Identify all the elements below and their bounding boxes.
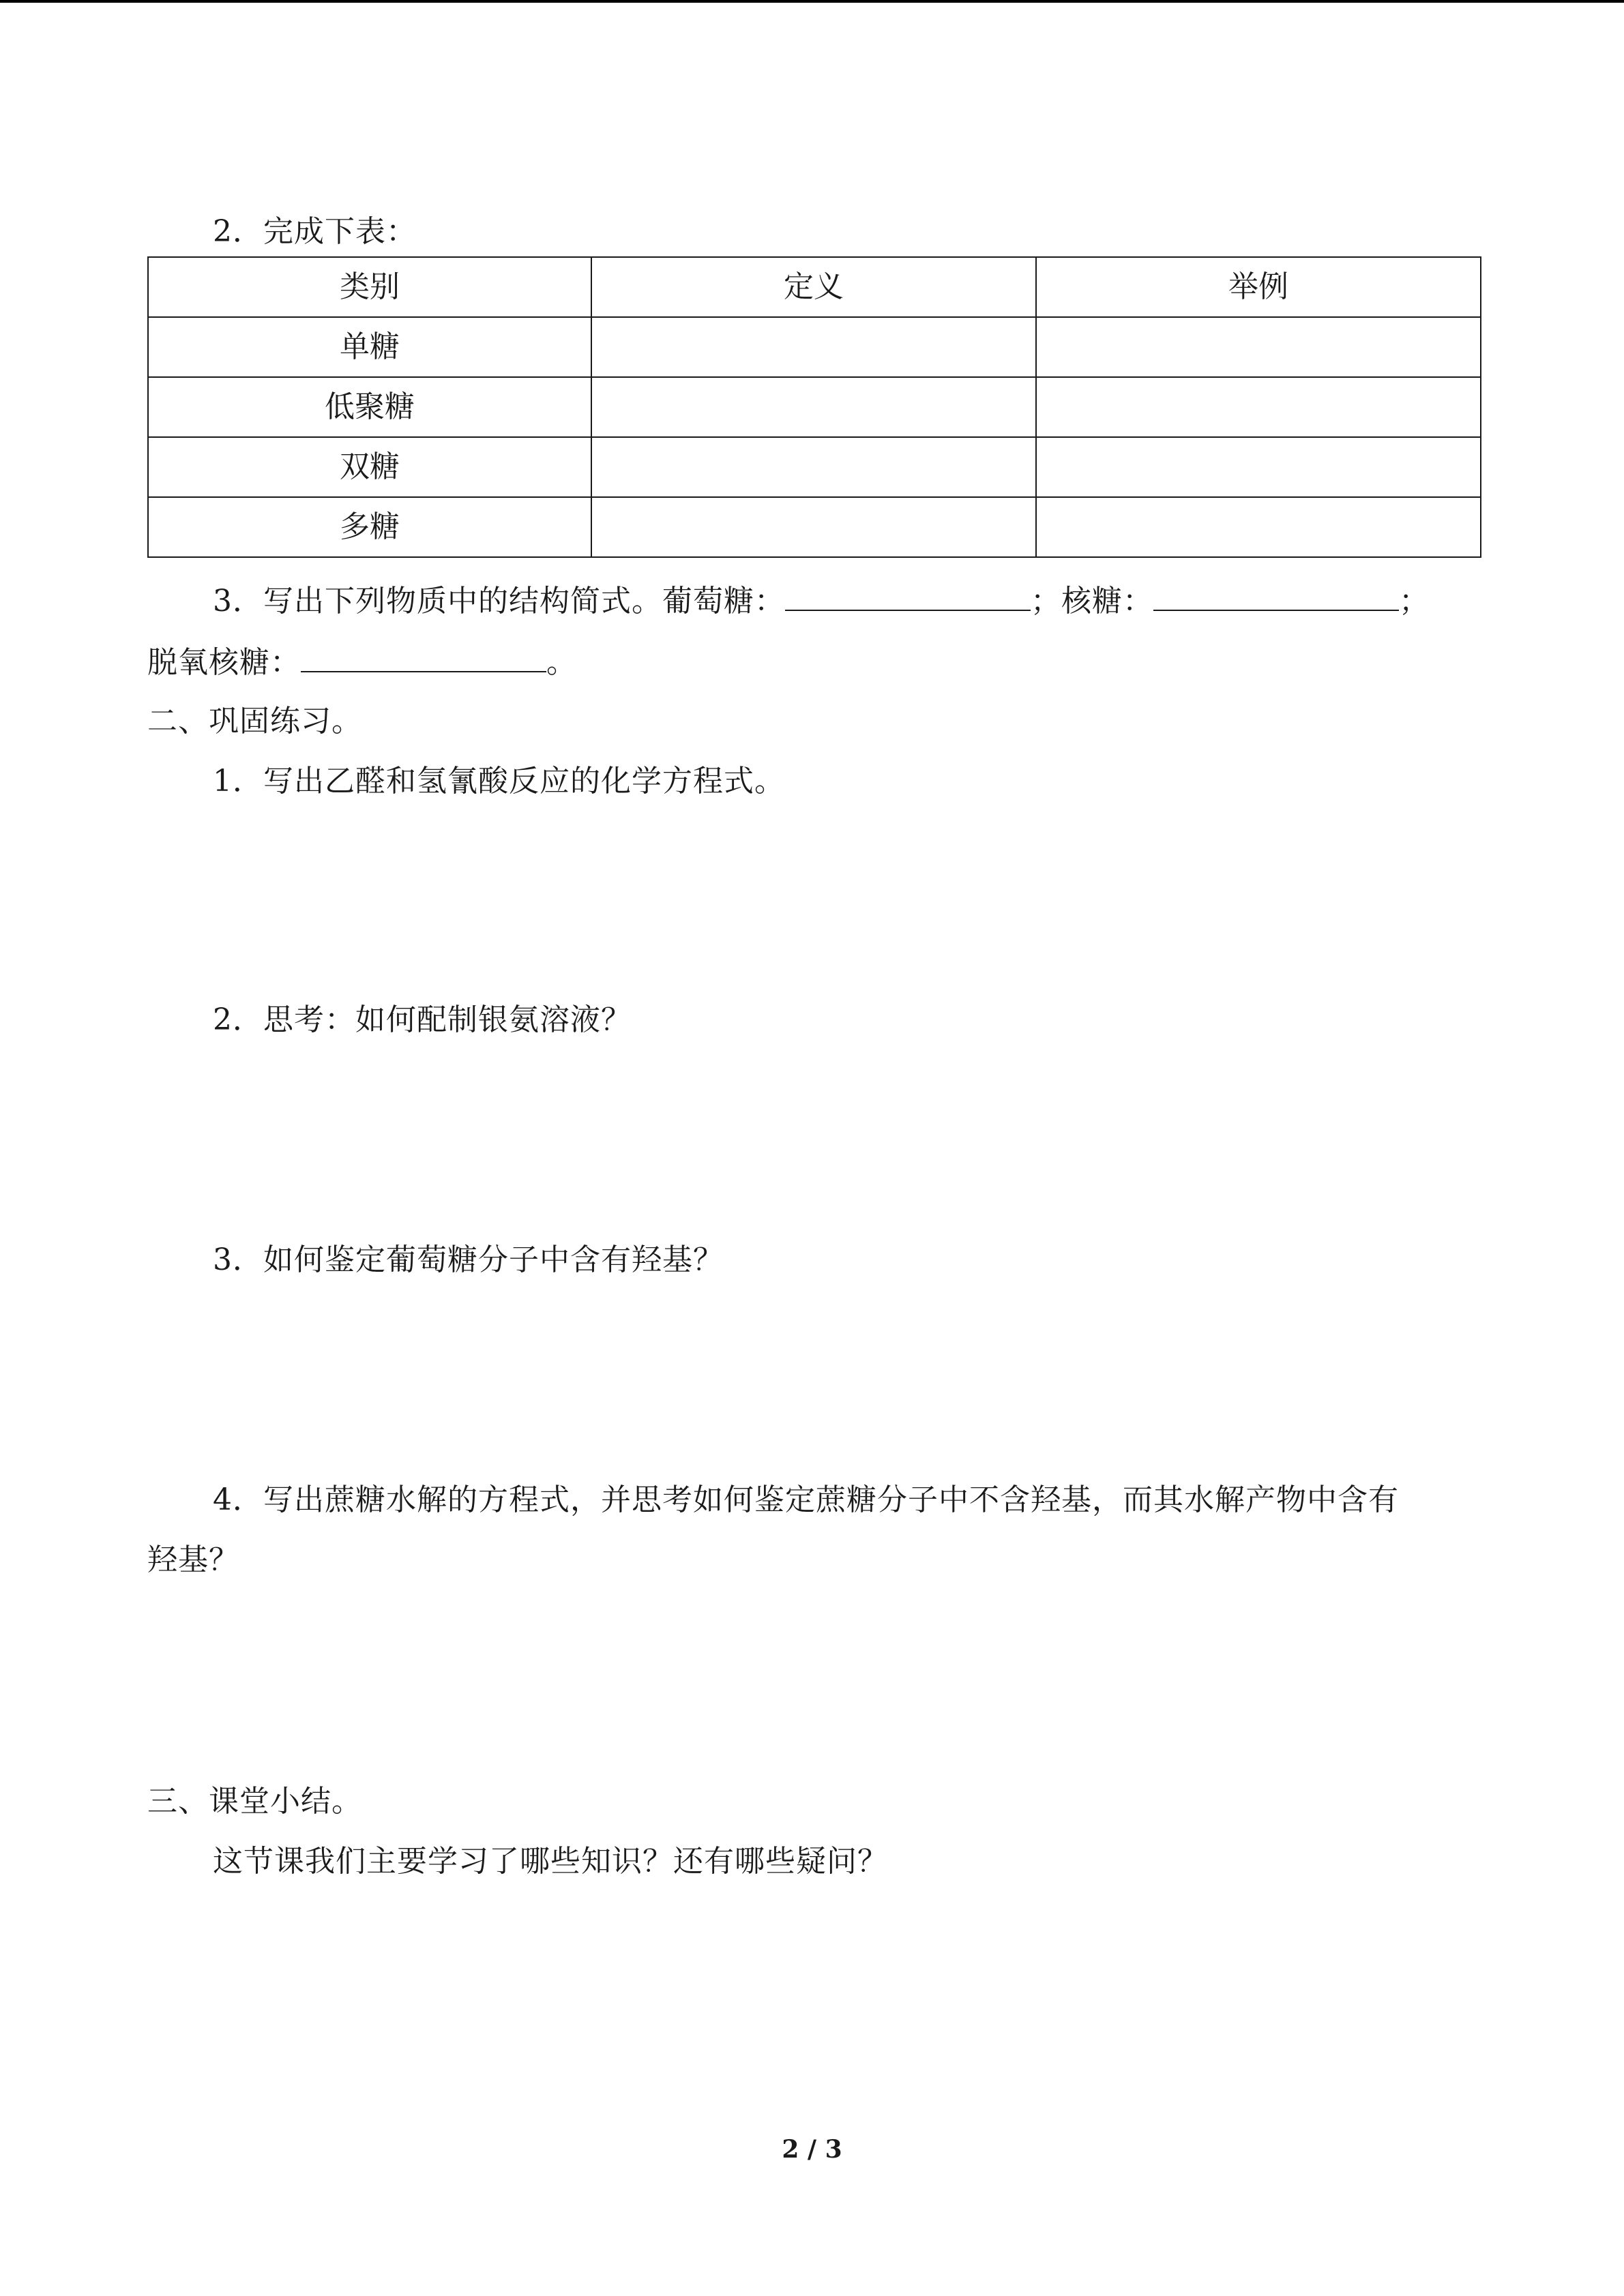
table-cell-category: 低聚糖 <box>148 377 591 437</box>
item-3-structural-formulas <box>213 581 1430 622</box>
table-cell-example[interactable] <box>1036 497 1481 557</box>
top-border-rule <box>0 0 1624 3</box>
section-3-heading: 三、课堂小结。 <box>147 1784 362 1819</box>
question-4-line-1: 4．写出蔗糖水解的方程式，并思考如何鉴定蔗糖分子中不含羟基，而其水解产物中含有 <box>213 1482 1399 1517</box>
table-header-example: 举例 <box>1036 257 1481 317</box>
item-3-mid: ；核糖： <box>1031 584 1153 618</box>
table-cell-example[interactable] <box>1036 437 1481 497</box>
summary-prompt: 这节课我们主要学习了哪些知识？还有哪些疑问？ <box>213 1844 888 1879</box>
table-header-row <box>148 257 1481 317</box>
table-row <box>148 497 1481 557</box>
item-3-line2-prefix: 脱氧核糖： <box>147 645 301 680</box>
table-cell-definition[interactable] <box>591 497 1036 557</box>
table-cell-category: 单糖 <box>148 317 591 377</box>
table-row <box>148 437 1481 497</box>
table-cell-definition[interactable] <box>591 437 1036 497</box>
table-cell-example[interactable] <box>1036 317 1481 377</box>
table-header-definition: 定义 <box>591 257 1036 317</box>
item-3-line2-end: 。 <box>546 645 577 680</box>
item-3-end: ； <box>1399 584 1430 618</box>
item-3-line-2 <box>147 642 577 683</box>
deoxyribose-answer-blank[interactable] <box>301 644 546 672</box>
item-3-prefix: 3．写出下列物质中的结构简式。葡萄糖： <box>213 584 785 618</box>
question-2: 2．思考：如何配制银氨溶液？ <box>213 1002 632 1037</box>
table-cell-example[interactable] <box>1036 377 1481 437</box>
glucose-answer-blank[interactable] <box>785 582 1031 611</box>
page-number: 2 / 3 <box>782 2135 842 2164</box>
table-header-category: 类别 <box>148 257 591 317</box>
table-cell-category: 多糖 <box>148 497 591 557</box>
question-3: 3．如何鉴定葡萄糖分子中含有羟基？ <box>213 1242 724 1277</box>
table-cell-definition[interactable] <box>591 377 1036 437</box>
table-cell-category: 双糖 <box>148 437 591 497</box>
table-cell-definition[interactable] <box>591 317 1036 377</box>
question-1: 1．写出乙醛和氢氰酸反应的化学方程式。 <box>213 764 785 799</box>
table-row <box>148 377 1481 437</box>
section-2-heading: 二、巩固练习。 <box>147 704 362 739</box>
question-4-line-2: 羟基？ <box>147 1542 239 1577</box>
item-2-complete-table: 2．完成下表： <box>213 214 417 249</box>
ribose-answer-blank[interactable] <box>1153 582 1399 611</box>
sugar-classification-table <box>147 256 1481 558</box>
table-row <box>148 317 1481 377</box>
